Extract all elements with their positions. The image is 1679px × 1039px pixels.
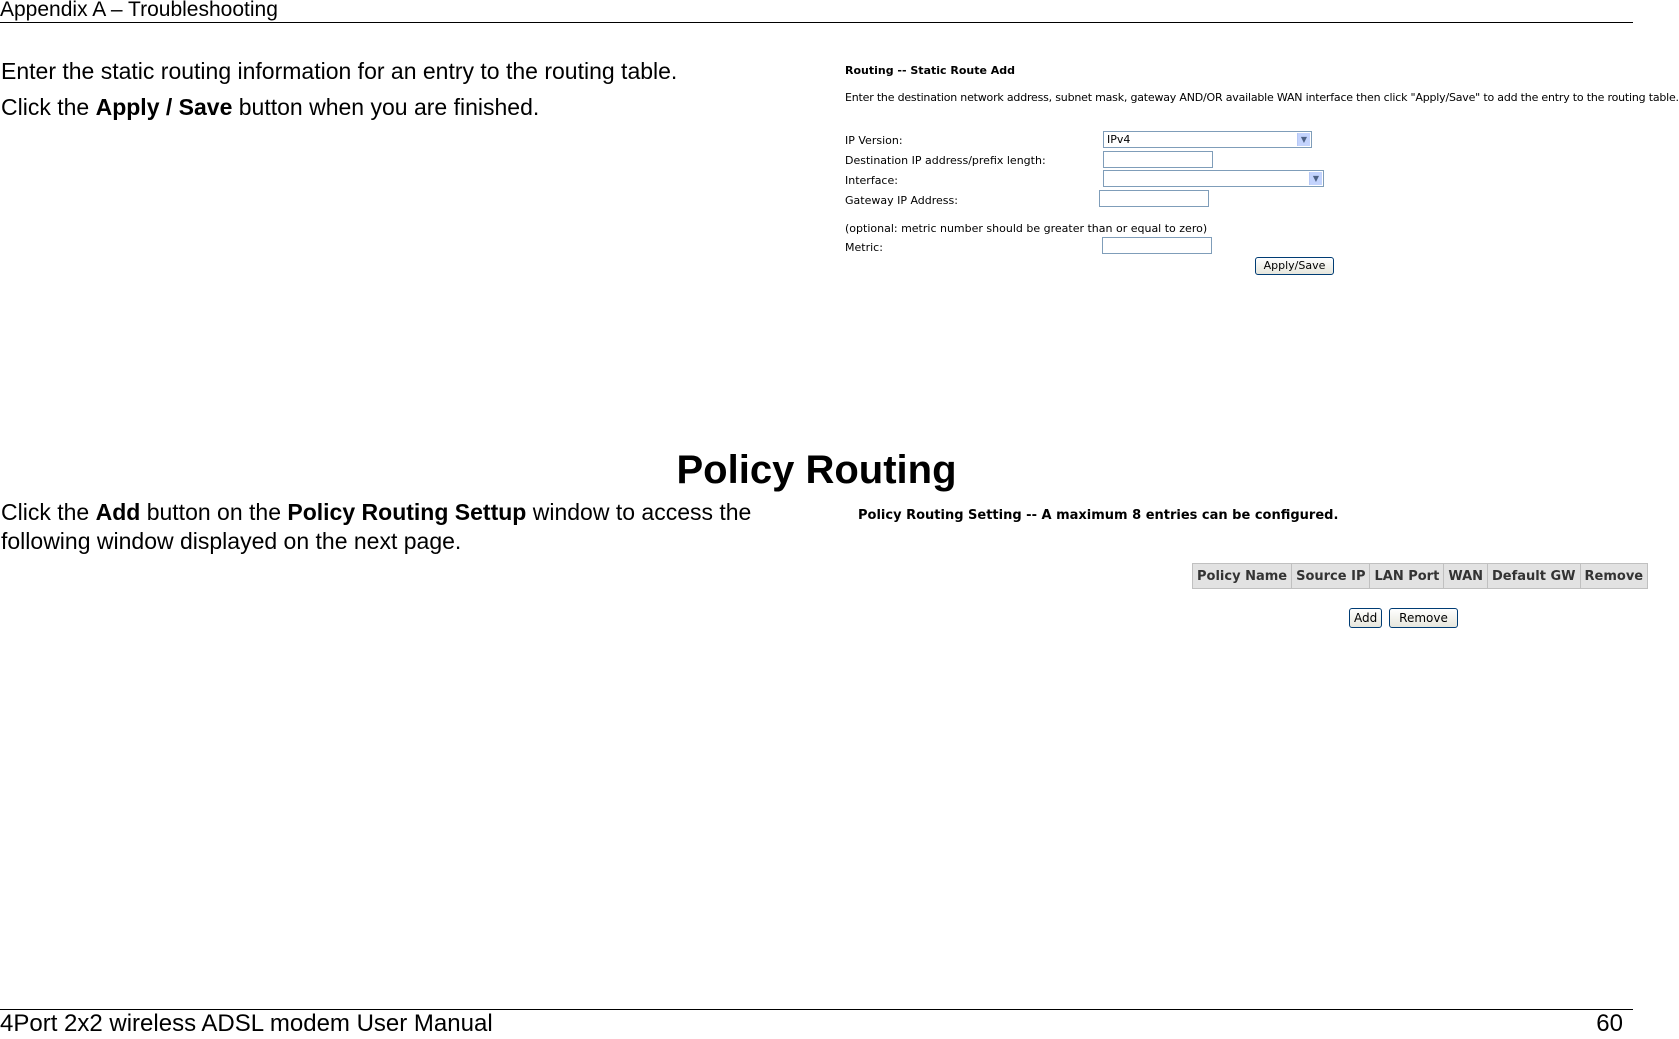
page-number: 60 — [1596, 1010, 1623, 1037]
intro-line-2 — [1, 94, 539, 121]
metric-label: Metric: — [845, 241, 883, 254]
page-header — [0, 0, 1633, 23]
interface-select[interactable] — [1103, 170, 1324, 187]
gateway-input[interactable] — [1099, 190, 1209, 207]
footer-manual-title: 4Port 2x2 wireless ADSL modem User Manual — [0, 1010, 493, 1037]
metric-input[interactable] — [1102, 237, 1212, 254]
policy-add-bold: Add — [95, 499, 141, 525]
policy-text-mid: button on the — [140, 499, 288, 525]
intro-line-1: Enter the static routing information for an entry to the routing table. — [1, 58, 678, 84]
ip-version-select[interactable] — [1103, 131, 1312, 148]
policy-routing-setting-screenshot — [858, 500, 1644, 630]
column-header-lan-port: LAN Port — [1370, 564, 1444, 589]
policy-instructions — [1, 498, 821, 556]
metric-note: (optional: metric number should be greater than or equal to zero) — [845, 222, 1208, 235]
table-header-row — [1193, 564, 1648, 589]
destination-input[interactable] — [1103, 151, 1213, 168]
static-route-add-screenshot — [845, 60, 1679, 280]
policy-settup-bold: Policy Routing Settup — [287, 499, 527, 525]
chevron-down-icon: ▼ — [1297, 133, 1310, 146]
gateway-label: Gateway IP Address: — [845, 194, 958, 207]
header-title: Appendix A – Troubleshooting — [0, 0, 278, 21]
ip-version-value: IPv4 — [1107, 133, 1131, 146]
policy-table — [1192, 563, 1648, 589]
column-header-wan: WAN — [1444, 564, 1488, 589]
static-route-description: Enter the destination network address, subnet mask, gateway AND/OR available WAN interface then click "Apply/Save" to add the entry to the routing table. — [845, 91, 1679, 104]
policy-text-pre: Click the — [1, 499, 96, 525]
policy-routing-heading: Policy Routing — [676, 448, 957, 492]
intro-line-2-pre: Click the — [1, 94, 96, 120]
column-header-source-ip: Source IP — [1292, 564, 1370, 589]
ip-version-label: IP Version: — [845, 134, 903, 147]
interface-label: Interface: — [845, 174, 898, 187]
column-header-default-gw: Default GW — [1488, 564, 1581, 589]
destination-label: Destination IP address/prefix length: — [845, 154, 1046, 167]
add-button[interactable]: Add — [1349, 608, 1382, 628]
intro-apply-save-bold: Apply / Save — [95, 94, 233, 120]
column-header-remove: Remove — [1580, 564, 1648, 589]
policy-text-post: window to access the following window displayed on the next page. — [1, 499, 752, 554]
apply-save-button[interactable]: Apply/Save — [1255, 257, 1334, 275]
policy-setting-title: Policy Routing Setting -- A maximum 8 entries can be configured. — [858, 508, 1339, 523]
static-route-title: Routing -- Static Route Add — [845, 64, 1016, 77]
chevron-down-icon: ▼ — [1309, 172, 1322, 185]
remove-button[interactable]: Remove — [1389, 608, 1458, 628]
column-header-policy-name: Policy Name — [1193, 564, 1292, 589]
intro-line-2-post: button when you are finished. — [232, 94, 540, 120]
page-footer — [0, 1009, 1633, 1039]
